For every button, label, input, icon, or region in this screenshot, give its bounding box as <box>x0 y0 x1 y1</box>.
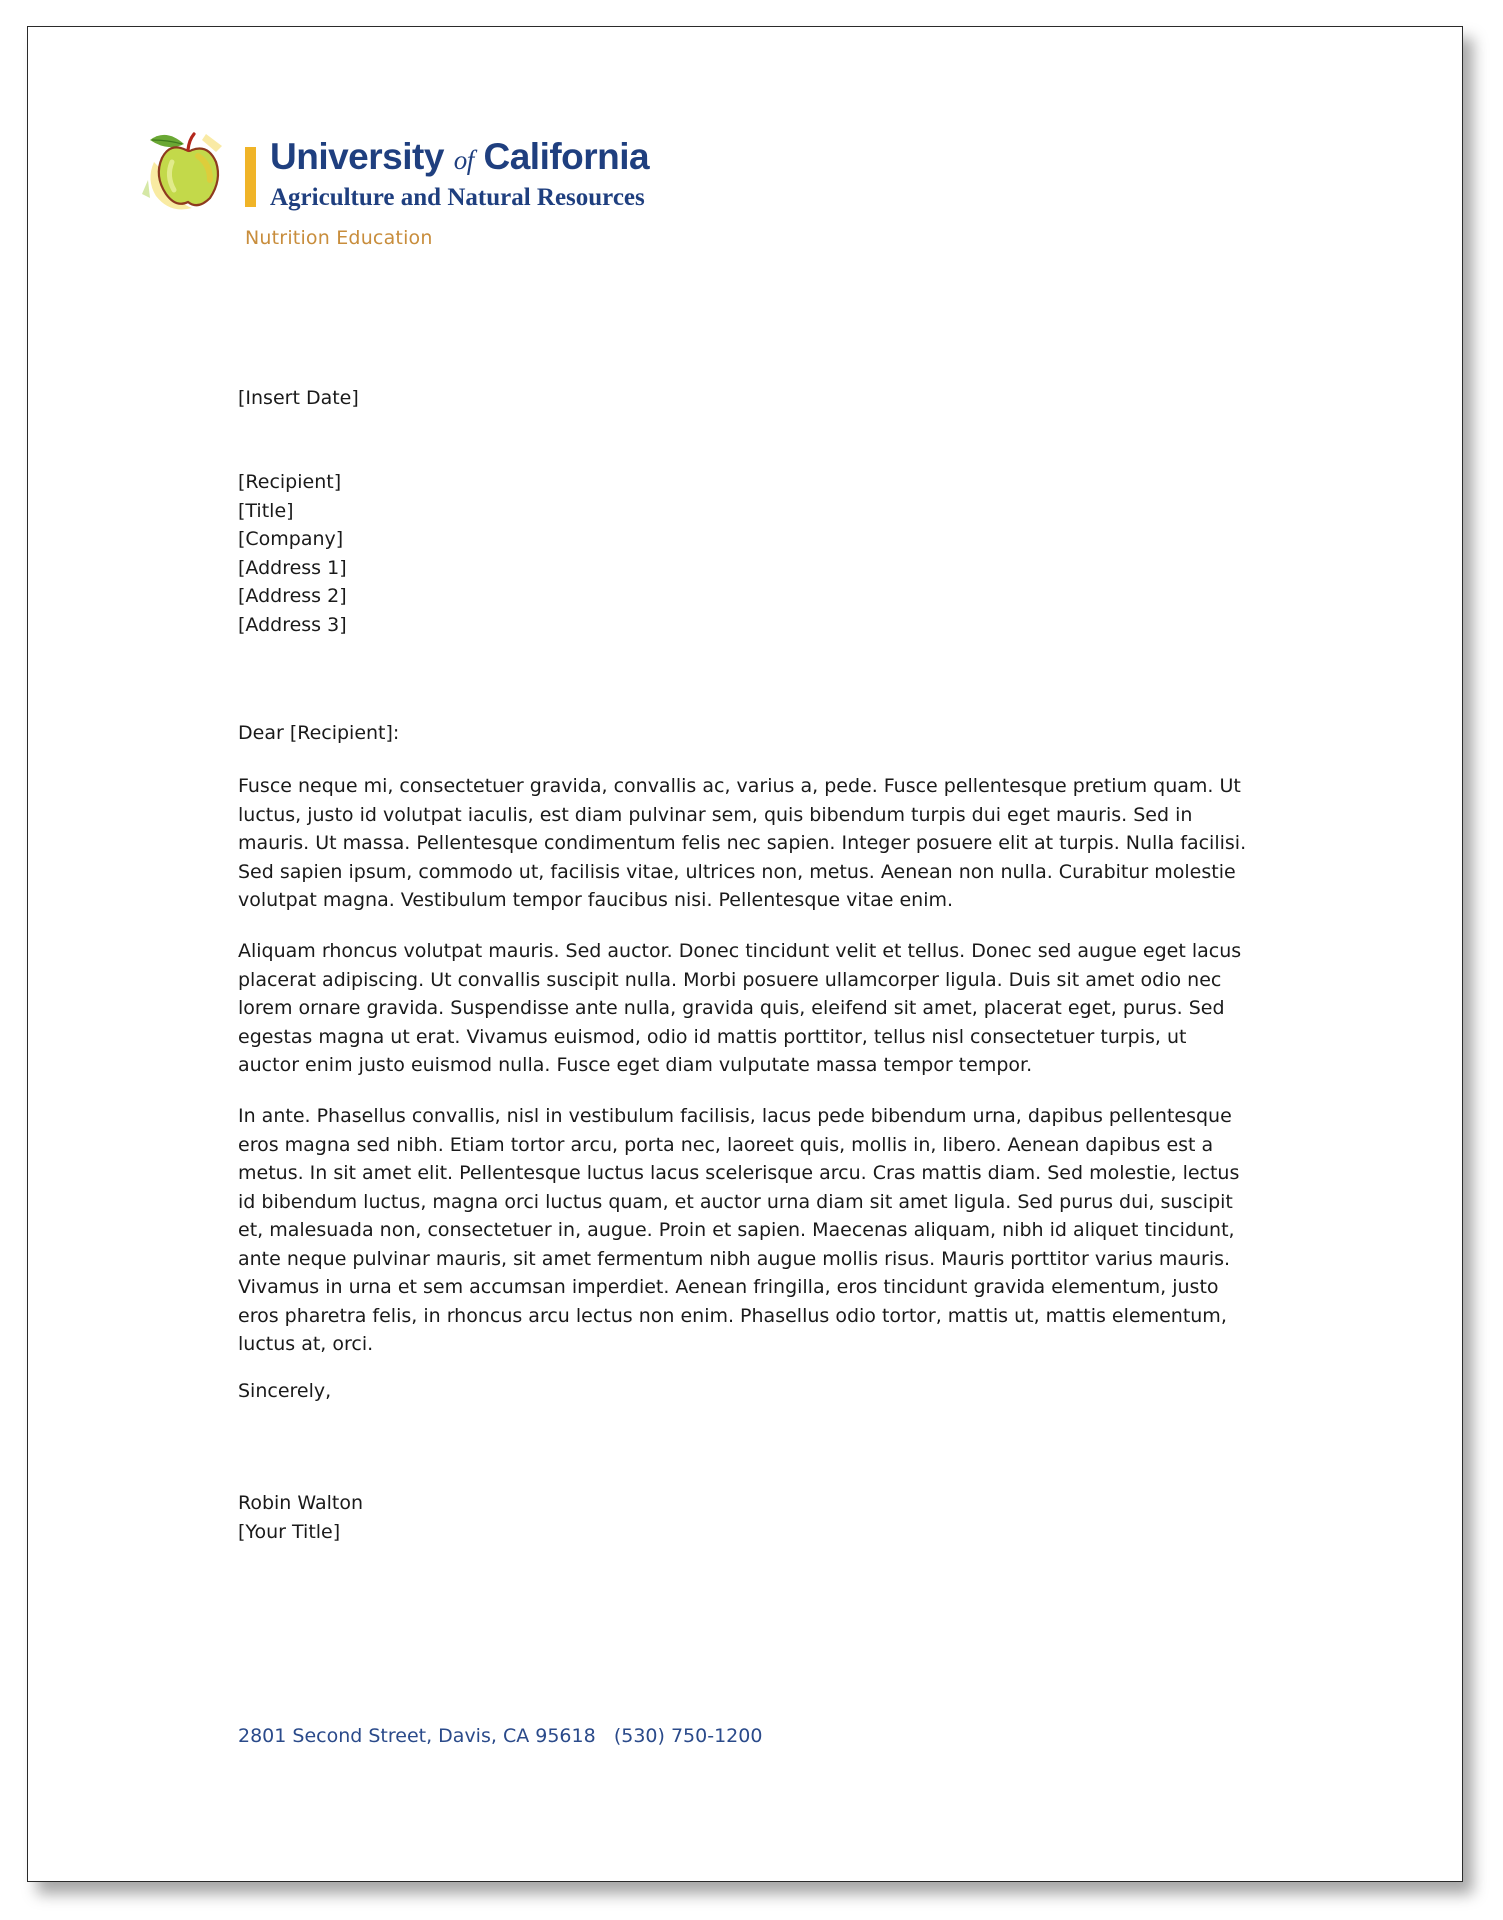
signer-title: [Your Title] <box>238 1520 341 1543</box>
apple-icon <box>136 122 236 222</box>
body-paragraph: In ante. Phasellus convallis, nisl in vestibulum facilisis, lacus pede bibendum urna, dapibus pellentesque eros magna sed nibh. Etiam tortor arcu, porta nec, laoreet quis, mollis in, libero. Aenean dapibus est a metus. In sit amet elit. Pellentesque luctus lacus scelerisque arcu. Cras mattis diam. Sed molestie, lectus id bibendum luctus, magna orci luctus quam, et auctor urna diam sit amet ligula. Sed purus dui, suscipit et, malesuada non, consectetuer in, augue. Proin et sapien. Maecenas aliquam, nibh id aliquet tincidunt, ante neque pulvinar mauris, sit amet fermentum nibh augue mollis risus. Mauris porttitor varius mauris. Vivamus in urna et sem accumsan imperdiet. Aenean fringilla, eros tincidunt gravida elementum, justo eros pharetra felis, in rhoncus arcu lectus non enim. Phasellus odio tortor, mattis ut, mattis elementum, luctus at, orci. <box>238 1105 1240 1355</box>
gold-accent-bar <box>245 147 256 207</box>
letter-page <box>27 26 1463 1882</box>
university-name-part1: University <box>270 136 444 177</box>
body-paragraph: Fusce neque mi, consectetuer gravida, convallis ac, varius a, pede. Fusce pellentesque pretium quam. Ut luctus, justo id volutpat iaculis, est diam pulvinar sem, quis bibendum turpis dui eget mauris. Sed in mauris. Ut massa. Pellentesque condimentum felis nec sapien. Integer posuere elit at turpis. Nulla facilisi. Sed sapien ipsum, commodo ut, facilisis vitae, ultrices non, metus. Aenean non nulla. Curabitur molestie volutpat magna. Vestibulum tempor faucibus nisi. Pellentesque vitae enim. <box>238 775 1247 911</box>
closing: Sincerely, <box>238 1380 332 1402</box>
recipient-block <box>238 468 1248 639</box>
recipient-line: [Company] <box>238 528 344 550</box>
signature-block <box>238 1489 1248 1546</box>
recipient-line: [Address 2] <box>238 585 347 607</box>
recipient-line: [Recipient] <box>238 471 342 493</box>
footer-address: 2801 Second Street, Davis, CA 95618 <box>238 1725 596 1747</box>
signer-name: Robin Walton <box>238 1492 364 1514</box>
recipient-line: [Address 3] <box>238 613 347 636</box>
recipient-line: [Address 1] <box>238 556 347 579</box>
footer-phone: (530) 750-1200 <box>613 1725 763 1747</box>
university-name-of: of <box>453 145 474 175</box>
footer-contact <box>238 1725 762 1747</box>
salutation: Dear [Recipient]: <box>238 722 400 744</box>
letter-date: [Insert Date] <box>238 387 359 409</box>
program-name: Nutrition Education <box>245 227 433 249</box>
recipient-line: [Title] <box>238 499 294 522</box>
university-name-part2: California <box>483 136 650 177</box>
body-paragraph: Aliquam rhoncus volutpat mauris. Sed auctor. Donec tincidunt velit et tellus. Donec sed augue eget lacus placerat adipiscing. Ut convallis suscipit nulla. Morbi posuere ullamcorper ligula. Duis sit amet odio nec lorem ornare gravida. Suspendisse ante nulla, gravida quis, eleifend sit amet, placerat eget, purus. Sed egestas magna ut erat. Vivamus euismod, odio id mattis porttitor, tellus nisl consectetuer turpis, ut auctor enim justo euismod nulla. Fusce eget diam vulputate massa tempor tempor. <box>238 940 1242 1076</box>
division-name: Agriculture and Natural Resources <box>270 184 645 211</box>
university-wordmark <box>270 135 649 214</box>
